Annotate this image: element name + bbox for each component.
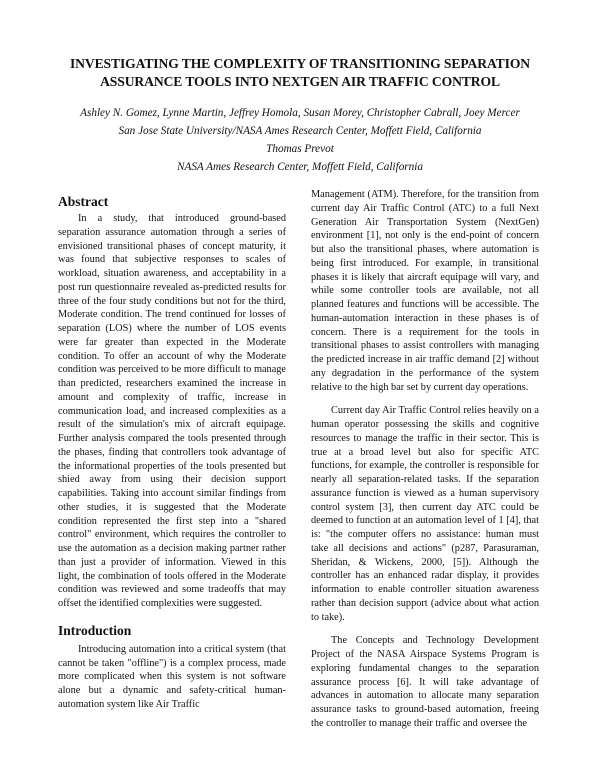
paper-title	[40, 55, 560, 91]
title-line-1: INVESTIGATING THE COMPLEXITY OF TRANSITIONING SEPARATION	[69, 56, 531, 71]
intro-paragraph-3: The Concepts and Technology Development Project of the NASA Airspace Systems Program is exploring fundamental changes to the separation assurance process [6]. It will take advantage of advances in automation to allocate many separation assurance tasks to ground-based automation, freeing the controller to manage their traffic and oversee the	[311, 635, 539, 729]
author-name-2: Thomas Prevot	[266, 143, 334, 155]
right-column	[311, 188, 539, 731]
author-block	[40, 104, 560, 176]
abstract-text: In a study, that introduced ground-based separation assurance automation through a series of envisioned transitional phases of concept maturity, it was found that subjective responses to scales of workload, situation awareness, and acceptability in a post run questionnaire revealed as-predicted results for three of the four study conditions but not for the third, Moderate condition. The trend continued for losses of separation (LOS) where the number of LOS events were far greater than expected in the Moderate condition. To offer an account of why the Moderate condition was perceived to be more difficult to manage than predicted, researchers examined the increase in amount and complexity of traffic, increase in communication load, and increased complexities as a result of the simulation's mix of aircraft equipage. Further analysis compared the tools presented through the phases, finding that controllers took advantage of the informational properties of the tools presented but shied away from using their decision support capabilities. Taking into account similar findings from other studies, it is suggested that the Moderate condition represented the first step into a "shared control" environment, which requires the controller to use the automation as a decision making partner rather than just a provider of information. Viewed in this light, the combination of tools offered in the Moderate condition was reviewed and some tradeoffs that may offset the identified complexities were suggested.	[58, 213, 286, 609]
left-column	[58, 188, 286, 712]
author-names: Ashley N. Gomez, Lynne Martin, Jeffrey Homola, Susan Morey, Christopher Cabrall, Joey Mercer	[80, 107, 520, 119]
author-affiliation-2: NASA Ames Research Center, Moffett Field, California	[177, 161, 423, 173]
intro-paragraph-1-start: Introducing automation into a critical system (that cannot be taken "offline") is a complex process, made more complicated when this system is not software alone but a dynamic and safety-critical human-automation system like Air Traffic	[58, 643, 286, 710]
intro-paragraph-1-end: Management (ATM). Therefore, for the transition from current day Air Traffic Control (ATC) to a full Next Generation Air Transportation System (NextGen) environment [1], not only is the end-point of concern but also the transitional phases, where automation is being first introduced. For example, in transitional phases it is likely that aircraft equipage will vary, and while some controller tools are available, not all planned features and functions will be accessible. The human-automation interaction in these phases is of concern. There is a requirement for the tools in transitional phases to assist controllers with managing the predicted increase in air traffic demand [2] without any degradation in the performance of the system relative to the high bar set by current day operations.	[311, 189, 539, 393]
title-line-2: ASSURANCE TOOLS INTO NEXTGEN AIR TRAFFIC CONTROL	[100, 74, 500, 89]
introduction-heading: Introduction	[58, 622, 132, 638]
intro-paragraph-2: Current day Air Traffic Control relies heavily on a human operator possessing the skills and cognitive resources to manage the traffic in their sector. This is true at a broad level but also for specific ATC functions, for example, the controller is responsible for nearly all separation-related tasks. If the separation assurance function is viewed as a human supervisory control system [3], then current day ATC could be deemed to function at an automation level of 1 [4], that is: "the computer offers no assistance: human must take all decisions and actions" (p287, Parasuraman, Sheridan, & Wickens, 2000, [5]). Although the controller has an enhanced radar display, it provides information to enable controller situation awareness rather than decision support (advice about what action to take).	[311, 405, 539, 623]
abstract-heading: Abstract	[58, 194, 109, 209]
author-affiliation: San Jose State University/NASA Ames Research Center, Moffett Field, California	[118, 125, 482, 137]
